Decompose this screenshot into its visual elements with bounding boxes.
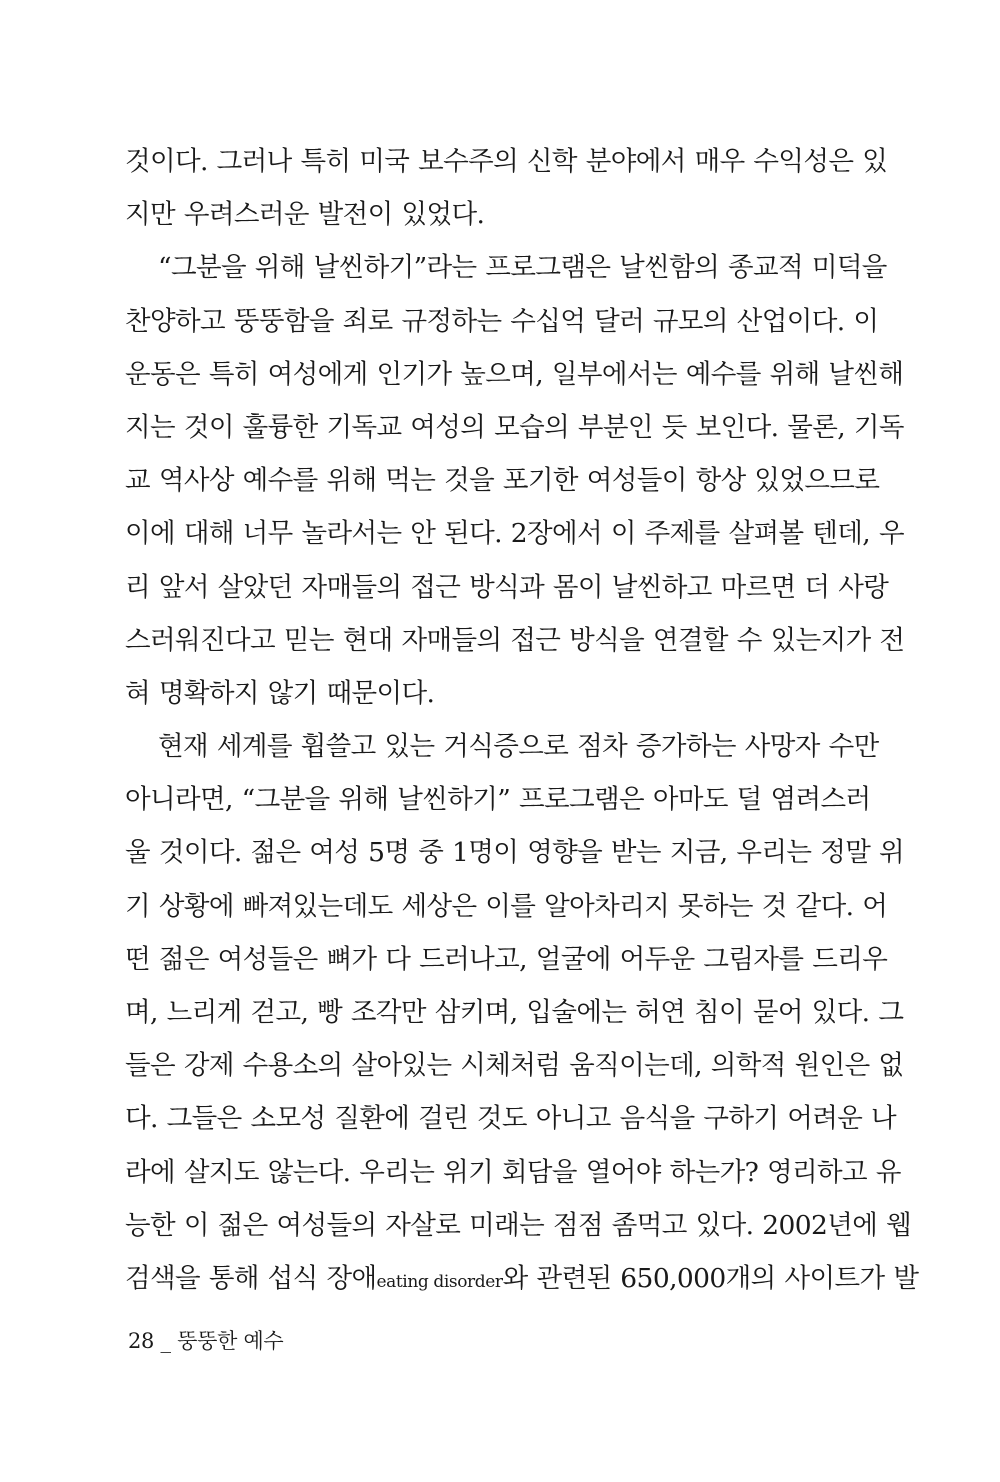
paragraph-1-line-1: 것이다. 그러나 특히 미국 보수주의 신학 분야에서 매우 수익성은 있 [125, 146, 888, 177]
paragraph-2-line-4: 지는 것이 훌륭한 기독교 여성의 모습의 부분인 듯 보인다. 물론, 기독 [125, 411, 904, 443]
paragraph-3-line-11 [125, 1252, 919, 1305]
english-term-eating-disorder: eating disorder [376, 1271, 503, 1292]
paragraph-3-line-4: 기 상황에 빠져있는데도 세상은 이를 알아차리지 못하는 것 같다. 어 [125, 890, 888, 922]
page-number: 28 [128, 1329, 155, 1353]
paragraph-2-line-3: 운동은 특히 여성에게 인기가 높으며, 일부에서는 예수를 위해 날씬해 [125, 358, 904, 390]
paragraph-2-line-2: 찬양하고 뚱뚱함을 죄로 규정하는 수십억 달러 규모의 산업이다. 이 [125, 305, 879, 337]
body-text [125, 135, 919, 1305]
paragraph-2-line-8: 스러워진다고 믿는 현대 자매들의 접근 방식을 연결할 수 있는지가 전 [125, 624, 905, 656]
paragraph-3-line-2: 아니라면, “그분을 위해 날씬하기” 프로그램은 아마도 덜 염려스러 [125, 784, 871, 816]
paragraph-2-line-5: 교 역사상 예수를 위해 먹는 것을 포기한 여성들이 항상 있었으므로 [125, 465, 880, 497]
paragraph-3-line-8: 다. 그들은 소모성 질환에 걸린 것도 아니고 음식을 구하기 어려운 나 [125, 1103, 897, 1135]
paragraph-3-line-1: 현재 세계를 휩쓸고 있는 거식증으로 점차 증가하는 사망자 수만 [158, 731, 879, 763]
line-11-text-b: 와 관련된 650,000개의 사이트가 발 [502, 1262, 919, 1294]
paragraph-3-line-9: 라에 살지도 않는다. 우리는 위기 회담을 열어야 하는가? 영리하고 유 [125, 1156, 901, 1188]
paragraph-3-line-6: 며, 느리게 걷고, 빵 조각만 삼키며, 입술에는 허연 침이 묻어 있다. 그 [125, 997, 904, 1028]
paragraph-3-line-5: 떤 젊은 여성들은 뼈가 다 드러나고, 얼굴에 어두운 그림자를 드리우 [125, 943, 888, 975]
paragraph-1-line-2: 지만 우려스러운 발전이 있었다. [125, 199, 485, 231]
footer-separator: _ [160, 1329, 171, 1353]
book-title: 뚱뚱한 예수 [177, 1329, 284, 1353]
page-footer [128, 1327, 283, 1355]
paragraph-2-line-1: “그분을 위해 날씬하기”라는 프로그램은 날씬함의 종교적 미덕을 [158, 252, 887, 284]
line-11-text-a: 검색을 통해 섭식 장애 [125, 1262, 377, 1294]
paragraph-2-line-9: 혀 명확하지 않기 때문이다. [125, 677, 435, 709]
paragraph-3-line-3: 울 것이다. 젊은 여성 5명 중 1명이 영향을 받는 지금, 우리는 정말 위 [125, 837, 905, 869]
paragraph-2-line-6: 이에 대해 너무 놀라서는 안 된다. 2장에서 이 주제를 살펴볼 텐데, 우 [125, 518, 904, 550]
paragraph-2-line-7: 리 앞서 살았던 자매들의 접근 방식과 몸이 날씬하고 마르면 더 사랑 [125, 571, 889, 603]
paragraph-3-line-7: 들은 강제 수용소의 살아있는 시체처럼 움직이는데, 의학적 원인은 없 [125, 1050, 904, 1082]
paragraph-3-line-10: 능한 이 젊은 여성들의 자살로 미래는 점점 좀먹고 있다. 2002년에 웹 [125, 1209, 912, 1241]
